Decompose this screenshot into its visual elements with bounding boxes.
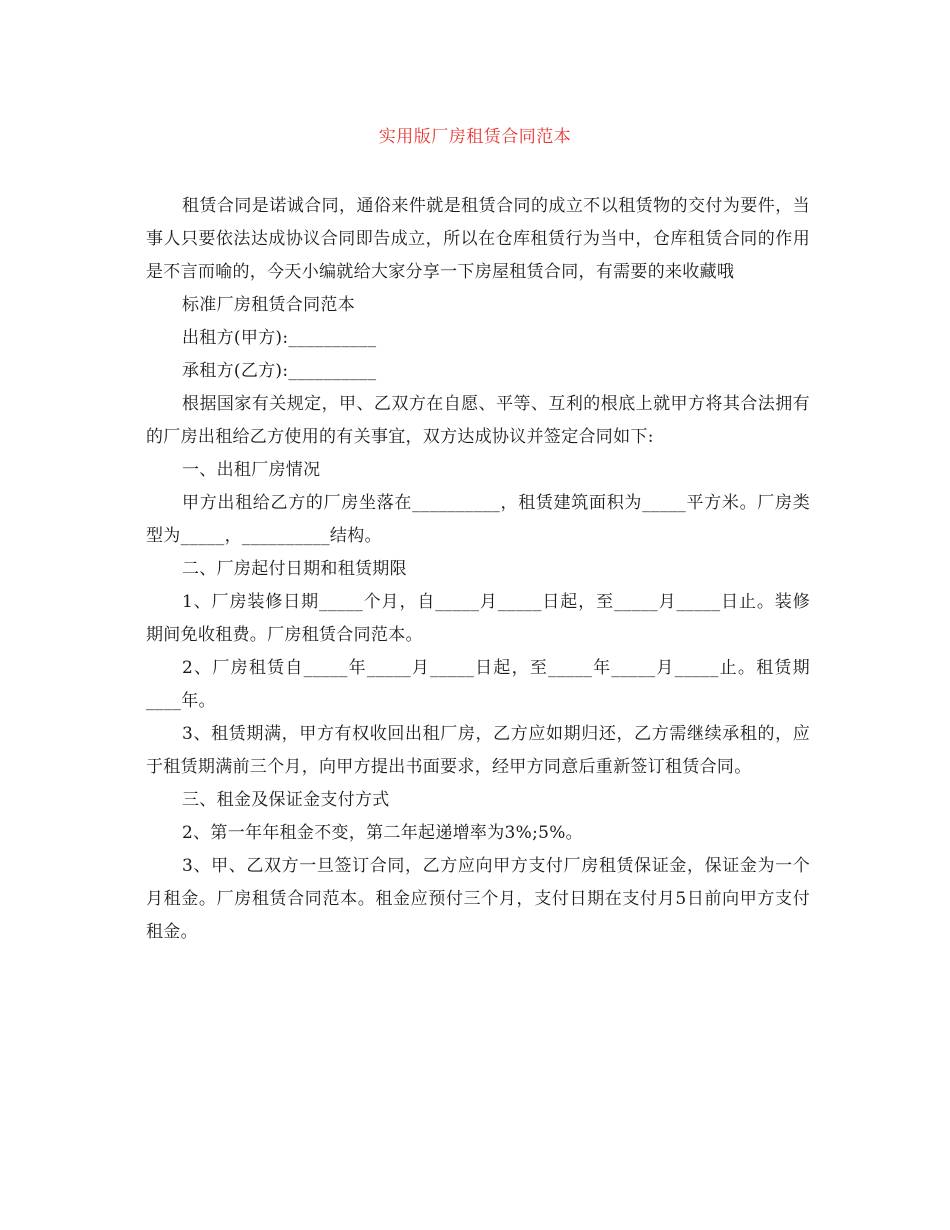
lessor-line: 出租方(甲方):__________ <box>182 328 377 348</box>
clause-2-1: 1、厂房装修日期_____个月，自_____月_____日起，至_____月_____日止。装修期间免收租费。厂房租赁合同范本。 <box>146 592 810 645</box>
document-title: 实用版厂房租赁合同范本 <box>378 127 572 147</box>
clause-3-2: 2、第一年年租金不变，第二年起递增率为3%;5%。 <box>182 823 583 843</box>
intro-paragraph: 租赁合同是诺诚合同，通俗来件就是租赁合同的成立不以租赁物的交付为要件，当事人只要依法达成协议合同即告成立，所以在仓库租赁行为当中，仓库租赁合同的作用是不言而喻的，今天小编就给大家分享一下房屋租赁合同，有需要的来收藏哦 <box>146 196 810 282</box>
clause-2-2: 2、厂房租赁自_____年_____月_____日起，至_____年_____月_____止。租赁期____年。 <box>146 658 810 711</box>
section-1-paragraph: 甲方出租给乙方的厂房坐落在__________，租赁建筑面积为_____平方米。厂房类型为_____，__________结构。 <box>146 493 810 546</box>
clause-3-3: 3、甲、乙双方一旦签订合同，乙方应向甲方支付厂房租赁保证金，保证金为一个月租金。厂房租赁合同范本。租金应预付三个月，支付日期在支付月5日前向甲方支付租金。 <box>146 856 810 942</box>
document-body <box>146 190 810 949</box>
lessee-line: 承租方(乙方):__________ <box>182 361 377 381</box>
section-heading-2: 二、厂房起付日期和租赁期限 <box>182 559 407 579</box>
subtitle-paragraph: 标准厂房租赁合同范本 <box>182 295 355 315</box>
section-heading-1: 一、出租厂房情况 <box>182 460 321 480</box>
section-heading-3: 三、租金及保证金支付方式 <box>182 790 390 810</box>
clause-2-3: 3、租赁期满，甲方有权收回出租厂房，乙方应如期归还，乙方需继续承租的，应于租赁期满前三个月，向甲方提出书面要求，经甲方同意后重新签订租赁合同。 <box>146 724 810 777</box>
preamble-paragraph: 根据国家有关规定，甲、乙双方在自愿、平等、互利的根底上就甲方将其合法拥有的厂房出租给乙方使用的有关事宜，双方达成协议并签定合同如下: <box>146 394 810 447</box>
